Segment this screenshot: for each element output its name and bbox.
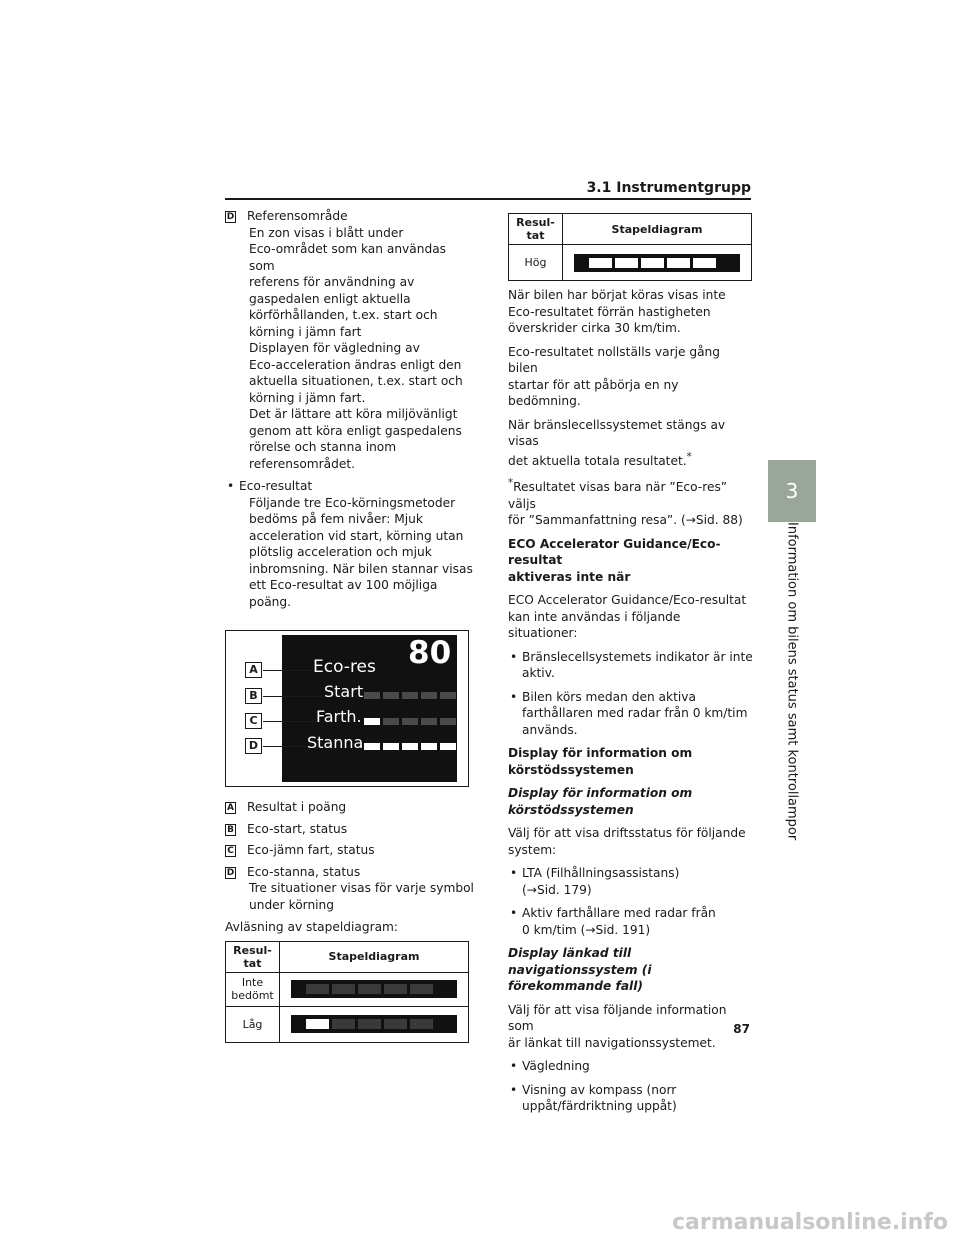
table-header-result-2: tat xyxy=(243,956,262,970)
figure-label-d: D xyxy=(245,738,262,754)
table-header-result-1: Resul- xyxy=(516,216,555,229)
screen-bar-segment xyxy=(440,718,456,725)
figure-legend xyxy=(225,799,475,913)
legend-letter: B xyxy=(225,824,236,836)
paragraph-speed-threshold xyxy=(508,287,753,337)
table-row-label-line: Hög xyxy=(524,256,547,269)
item-d-title: Referensområde xyxy=(247,209,348,223)
figure-leader-b xyxy=(263,696,323,697)
left-column xyxy=(225,208,475,1043)
para1-line: När bilen har börjat köras visas inte xyxy=(508,288,726,302)
eco-result-line: acceleration vid start, körning utan xyxy=(249,528,464,543)
list-item-line: 0 km/tim (→Sid. 191) xyxy=(522,922,651,937)
para2-line: Eco-resultatet nollställs varje gång bilen xyxy=(508,344,721,375)
item-d-line: aktuella situationen, t.ex. start och xyxy=(249,374,463,388)
table-row-label-line: Låg xyxy=(242,1017,263,1031)
paragraph-reset xyxy=(508,344,753,410)
bar-segment xyxy=(410,1019,433,1029)
item-d-line: referens för användning av xyxy=(249,275,415,289)
bar-segment xyxy=(589,258,612,268)
footnote-ref: * xyxy=(686,451,692,463)
screen-bar-segment xyxy=(364,718,380,725)
item-d-description xyxy=(225,225,475,473)
heading4-line: Display länkad till navigationssystem (i xyxy=(508,946,652,977)
table-row xyxy=(509,245,752,281)
bar-segment xyxy=(410,984,433,994)
bar-segment xyxy=(358,984,381,994)
heading-not-activated xyxy=(508,536,753,586)
table-row-label xyxy=(509,245,563,281)
table-row xyxy=(226,1006,469,1042)
bar-segment xyxy=(615,258,638,268)
screen-row-stanna-bars xyxy=(364,743,456,750)
item-d-reference xyxy=(225,208,475,472)
table-header-result xyxy=(226,941,280,972)
screen-bar-segment xyxy=(440,692,456,699)
screen-row-stanna-label: Stanna xyxy=(307,733,364,752)
heading-driver-assist-display xyxy=(508,745,753,778)
legend-sub-line: Tre situationer visas för varje symbol xyxy=(249,881,474,895)
legend-sub-line: under körning xyxy=(249,897,335,912)
table-header-bar: Stapeldiagram xyxy=(280,941,469,972)
item-d-line: Det är lättare att köra miljövänligt xyxy=(249,407,458,421)
legend-subtext xyxy=(225,880,475,913)
item-d-line: körning i jämn fart. xyxy=(249,390,366,405)
list-item xyxy=(508,649,753,682)
legend-item xyxy=(225,799,475,816)
table-header-result-1: Resul- xyxy=(233,943,272,957)
list-item-line: • LTA (Filhållningsassistans) xyxy=(522,866,680,881)
legend-text: Resultat i poäng xyxy=(247,800,347,814)
screen-bar-segment xyxy=(421,743,437,750)
list-item xyxy=(508,689,753,739)
legend-text: Eco-stanna, status xyxy=(247,864,361,879)
screen-bar-segment xyxy=(364,743,380,750)
screen-bar-segment xyxy=(421,692,437,699)
table-row-label-line: Inte xyxy=(241,976,264,989)
legend-letter: C xyxy=(225,845,236,857)
bar-graphic xyxy=(291,1015,457,1033)
screen-bar-segment xyxy=(383,692,399,699)
table-row xyxy=(226,972,469,1006)
bar-segment xyxy=(384,1019,407,1029)
legend-text: Eco-start, status xyxy=(247,821,348,836)
heading2-line: Display för information om xyxy=(508,746,693,761)
legend-text: Eco-jämn fart, status xyxy=(247,843,375,857)
item-d-line: Displayen för vägledning av xyxy=(249,341,420,355)
subheading-navigation-display xyxy=(508,945,753,995)
para1-line: överskrider cirka 30 km/tim. xyxy=(508,321,681,335)
screen-bar-segment xyxy=(402,692,418,699)
header-rule xyxy=(225,198,751,200)
bar-segment xyxy=(384,984,407,994)
footnote: *Resultatet visas bara när ”Eco-res” väljs för ”Sammanfattning resa”. (→Sid. 88) xyxy=(508,478,743,528)
legend-item xyxy=(225,842,475,859)
para6-line: är länkat till navigationssystemet. xyxy=(508,1035,716,1050)
bar-graphic xyxy=(291,980,457,998)
heading3-line: Display för information om xyxy=(508,786,693,801)
chapter-title xyxy=(766,522,818,842)
table-row-bar xyxy=(563,245,752,281)
right-column xyxy=(508,213,753,1122)
para4-line: kan inte användas i följande situationer: xyxy=(508,609,681,641)
paragraph-not-usable xyxy=(508,592,753,642)
label-d-box: D xyxy=(226,212,235,222)
table-row-label xyxy=(226,972,280,1006)
heading2-line: körstödssystemen xyxy=(508,762,634,777)
bar-segment xyxy=(306,984,329,994)
screen-bar-segment xyxy=(421,718,437,725)
subheading-driver-assist-display xyxy=(508,785,753,818)
para5-line: system: xyxy=(508,842,557,857)
item-d-line: gaspedalen enligt aktuella xyxy=(249,291,411,306)
screen-bar-segment xyxy=(402,718,418,725)
screen-row-farth-label: Farth. xyxy=(316,707,362,726)
legend-item xyxy=(225,864,475,914)
bar-segment xyxy=(358,1019,381,1029)
para2-line: startar för att påbörja en ny bedömning. xyxy=(508,377,679,408)
paragraph-driver-assist xyxy=(508,825,753,858)
item-d-line: rörelse och stanna inom xyxy=(249,440,397,454)
figure-label-b: B xyxy=(245,688,262,704)
table-header-result xyxy=(509,214,563,245)
heading3-line: körstödssystemen xyxy=(508,802,634,817)
table-row-bar xyxy=(280,972,469,1006)
bar-segment xyxy=(332,984,355,994)
figure-label-c: C xyxy=(245,713,262,729)
list-item xyxy=(508,865,753,898)
bar-table-left-body xyxy=(226,972,469,1042)
list-item-line: (→Sid. 179) xyxy=(522,882,592,897)
eco-result-bullet xyxy=(225,478,475,495)
table-row-label xyxy=(226,1006,280,1042)
legend-letter: A xyxy=(225,802,236,814)
bar-segment xyxy=(641,258,664,268)
item-d-line: En zon visas i blått under xyxy=(249,225,404,240)
item-d-line: Eco-acceleration ändras enligt den xyxy=(249,357,462,372)
list-item-line: används. xyxy=(522,722,578,737)
paragraph-total-result: När bränslecellssystemet stängs av visas det aktuella totala resultatet.* xyxy=(508,417,726,468)
item-d-line: referensområdet. xyxy=(249,456,356,471)
figure-leader-a xyxy=(263,670,313,671)
legend-letter: D xyxy=(226,867,235,878)
item-d-line: genom att köra enligt gaspedalens xyxy=(249,423,462,438)
eco-result-line: plötslig acceleration och mjuk xyxy=(249,545,432,559)
screen-row-start-label: Start xyxy=(324,682,364,701)
list-item xyxy=(508,1058,753,1075)
figure-label-a: A xyxy=(245,662,262,678)
screen-title: Eco-res xyxy=(313,657,376,677)
item-d-line: körning i jämn fart xyxy=(249,324,362,339)
para4-line: ECO Accelerator Guidance/Eco-resultat xyxy=(508,593,747,608)
list-item-line: • Bränslecellsystemets indikator är inte xyxy=(522,649,753,664)
list-driver-assist xyxy=(508,865,753,938)
screen-bar-segment xyxy=(364,692,380,699)
figure-leader-c xyxy=(263,721,316,722)
para5-line: Välj för att visa driftsstatus för följande xyxy=(508,826,746,841)
bar-segment xyxy=(667,258,690,268)
bar-graphic xyxy=(574,254,740,272)
section-header: 3.1 Instrumentgrupp xyxy=(586,180,751,196)
bar-segment xyxy=(332,1019,355,1029)
page-number: 87 xyxy=(733,1022,750,1036)
eco-result-line: Följande tre Eco-körningsmetoder xyxy=(249,495,456,510)
eco-display-figure xyxy=(225,630,469,787)
list-item-line: farthållaren med radar från 0 km/tim xyxy=(522,706,748,721)
heading4-line: förekommande fall) xyxy=(508,979,643,994)
bar-segment xyxy=(693,258,716,268)
item-d-line: körförhållanden, t.ex. start och xyxy=(249,308,438,322)
screen-row-start-bars xyxy=(364,692,456,699)
bar-segment xyxy=(306,1019,329,1029)
screen-bar-segment xyxy=(383,743,399,750)
watermark-text: carmanualsonline.info xyxy=(672,1210,948,1235)
eco-result-title: • Eco-resultat xyxy=(239,479,313,493)
table-row-label-line: bedömt xyxy=(231,989,274,1002)
bar-table-right-body xyxy=(509,245,752,281)
eco-result-line: bedöms på fem nivåer: Mjuk xyxy=(249,512,423,526)
bar-table-left xyxy=(225,941,469,1043)
list-item-line: • Aktiv farthållare med radar från xyxy=(522,906,716,921)
heading1-line: ECO Accelerator Guidance/Eco-resultat xyxy=(508,536,721,568)
list-item-line: uppåt/färdriktning uppåt) xyxy=(522,1099,677,1114)
list-item xyxy=(508,905,753,938)
heading1-line: aktiveras inte när xyxy=(508,569,631,584)
screen-bar-segment xyxy=(402,743,418,750)
screen-bar-segment xyxy=(440,743,456,750)
footnote-mark: * xyxy=(508,478,514,490)
list-navigation xyxy=(508,1058,753,1115)
figure-leader-d xyxy=(263,746,307,747)
screen-bar-segment xyxy=(383,718,399,725)
para6-line: Välj för att visa följande information som xyxy=(508,1002,727,1034)
list-not-usable xyxy=(508,649,753,739)
bar-table-right xyxy=(508,213,752,281)
legend-item xyxy=(225,821,475,838)
screen-row-farth-bars xyxy=(364,718,456,725)
list-item-line: • Vägledning xyxy=(522,1059,590,1074)
table-header-result-2: tat xyxy=(526,229,545,242)
list-item-line: • Visning av kompass (norr xyxy=(522,1082,677,1097)
eco-result-line: inbromsning. När bilen stannar visas xyxy=(249,561,473,576)
item-d-line: Eco-området som kan användas som xyxy=(249,242,447,273)
para1-line: Eco-resultatet förrän hastigheten xyxy=(508,304,711,319)
list-item xyxy=(508,1082,753,1115)
eco-result-description xyxy=(225,495,475,611)
table-header-bar: Stapeldiagram xyxy=(563,214,752,245)
table-row-bar xyxy=(280,1006,469,1042)
list-item-line: aktiv. xyxy=(522,666,555,681)
eco-result-line: ett Eco-resultat av 100 möjliga poäng. xyxy=(249,578,438,609)
reading-intro: Avläsning av stapeldiagram: xyxy=(225,920,399,934)
list-item-line: • Bilen körs medan den aktiva xyxy=(522,689,696,704)
chapter-title-text: Information om bilens status samt kontrollampor xyxy=(784,522,800,841)
chapter-tab: 3 xyxy=(768,460,816,522)
screen-score: 80 xyxy=(408,635,452,671)
eco-display-screen xyxy=(282,635,457,782)
